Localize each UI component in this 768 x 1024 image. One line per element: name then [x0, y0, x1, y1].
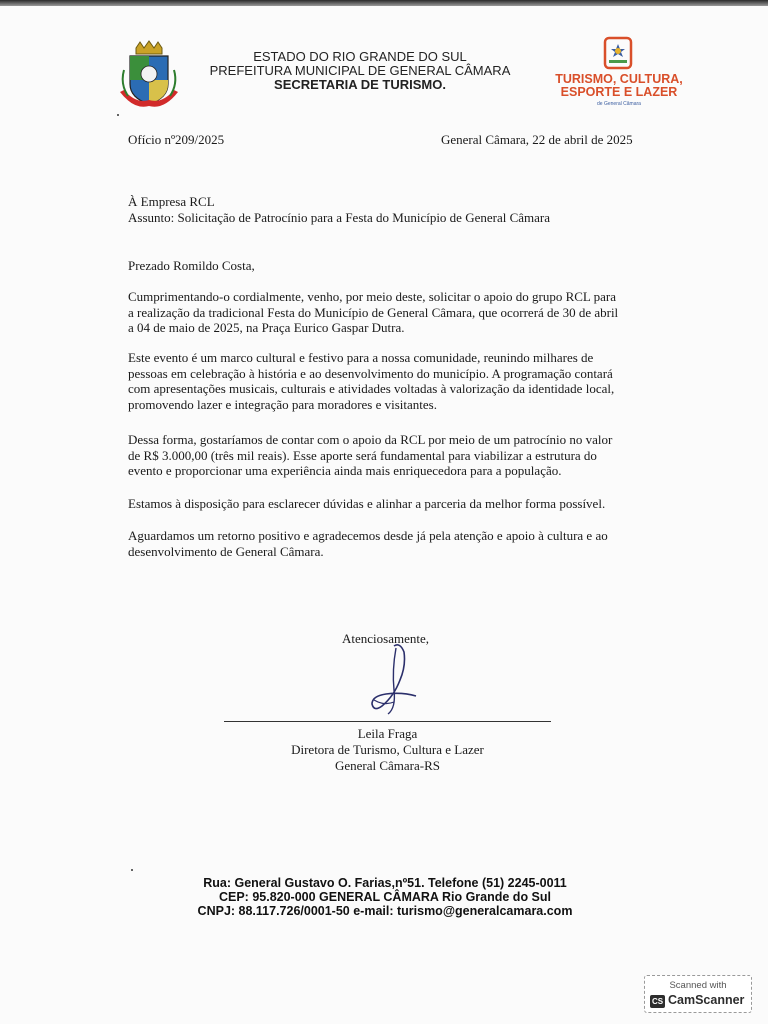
signature-line — [224, 721, 551, 722]
paragraph-line: promovendo lazer e integração para moradores e visitantes. — [128, 396, 437, 412]
closing: Atenciosamente, — [342, 631, 429, 646]
logo-line-1: TURISMO, CULTURA, — [555, 72, 683, 86]
salutation: Prezado Romildo Costa, — [128, 258, 255, 273]
signer-name: Leila Fraga — [357, 726, 418, 741]
paragraph-line: Este evento é um marco cultural e festivo para a nossa comunidade, reunindo milhares de — [128, 350, 594, 365]
tourism-logo-icon — [603, 36, 633, 70]
header-prefecture: PREFEITURA MUNICIPAL DE GENERAL CÂMARA — [209, 63, 511, 78]
signer-place: General Câmara-RS — [334, 758, 441, 773]
paragraph-1 — [128, 289, 648, 336]
scan-top-edge — [0, 0, 768, 6]
paragraph-line: a 04 de maio de 2025, na Praça Eurico Gaspar Dutra. — [128, 320, 405, 336]
handwritten-signature — [360, 640, 430, 720]
logo-line-2: ESPORTE E LAZER — [560, 85, 678, 99]
letter-reference: Ofício nº209/2025 — [128, 132, 225, 147]
paragraph-line: de R$ 3.000,00 (três mil reais). Esse aporte será fundamental para viabilizar a estrutura do — [128, 447, 597, 463]
header-state: ESTADO DO RIO GRANDE DO SUL — [253, 49, 467, 64]
signer-title: Diretora de Turismo, Cultura e Lazer — [291, 742, 484, 757]
paragraph-2 — [128, 350, 648, 412]
municipal-crest-icon — [114, 40, 184, 112]
paragraph-line: com apresentações musicais, culturais e atividades voltadas à valorização da identidade local, — [128, 381, 615, 397]
scan-speck — [131, 869, 133, 871]
paragraph-3 — [128, 432, 648, 479]
watermark-brand: CamScanner — [668, 993, 745, 1007]
logo-subtitle: de General Câmara — [597, 101, 641, 107]
footer — [190, 876, 580, 918]
footer-address: Rua: General Gustavo O. Farias,nº51. Telefone (51) 2245-0011 — [203, 876, 567, 890]
tourism-logo-text — [552, 73, 686, 99]
camscanner-logo-icon: CS — [651, 997, 664, 1006]
camscanner-watermark — [644, 975, 752, 1013]
paragraph-line: a realização da tradicional Festa do Município de General Câmara, que ocorrerá de 30 de abril — [128, 304, 619, 320]
footer-cnpj: CNPJ: 88.117.726/0001-50 e-mail: turismo@generalcamara.com — [197, 904, 573, 918]
scan-speck — [117, 114, 119, 116]
paragraph-line: Dessa forma, gostaríamos de contar com o apoio da RCL por meio de um patrocínio no valor — [128, 432, 613, 447]
paragraph-line: Cumprimentando-o cordialmente, venho, por meio deste, solicitar o apoio do grupo RCL para — [128, 289, 616, 304]
subject: Assunto: Solicitação de Patrocínio para a Festa do Município de General Câmara — [128, 210, 551, 225]
letterhead — [190, 50, 530, 92]
paragraph-4 — [128, 496, 648, 512]
paragraph-line: Aguardamos um retorno positivo e agradecemos desde já pela atenção e apoio à cultura e ao — [128, 528, 608, 543]
recipient: À Empresa RCL — [128, 194, 215, 209]
footer-cep: CEP: 95.820-000 GENERAL CÂMARA Rio Grande do Sul — [218, 890, 551, 904]
letter-date: General Câmara, 22 de abril de 2025 — [441, 132, 633, 147]
paragraph-line: Estamos à disposição para esclarecer dúvidas e alinhar a parceria da melhor forma possível. — [128, 496, 606, 511]
paragraph-5 — [128, 528, 648, 559]
paragraph-line: evento e proporcionar uma experiência ainda mais enriquecedora para a população. — [128, 463, 562, 479]
paragraph-line: pessoas em celebração à história e ao desenvolvimento do município. A programação contará — [128, 365, 613, 381]
header-secretariat: SECRETARIA DE TURISMO. — [274, 77, 446, 92]
paragraph-line: desenvolvimento de General Câmara. — [128, 543, 324, 559]
watermark-caption: Scanned with — [669, 980, 727, 991]
